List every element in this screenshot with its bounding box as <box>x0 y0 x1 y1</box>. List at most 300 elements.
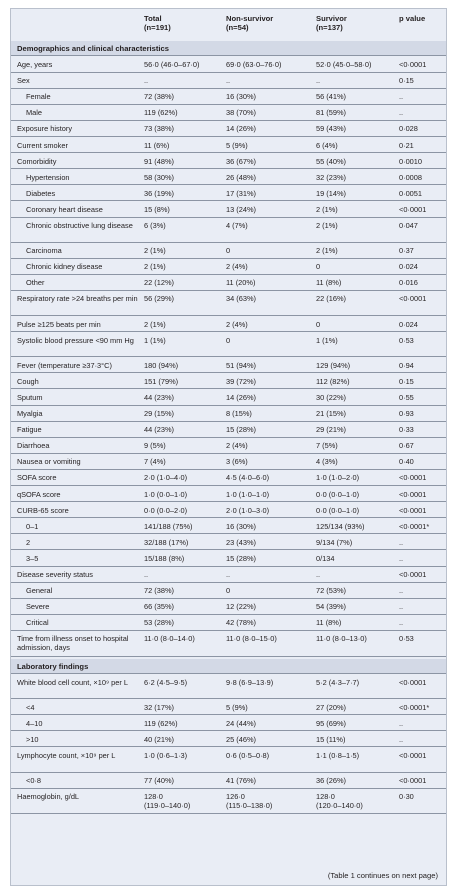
cell-p-value: 0·0051 <box>399 188 423 198</box>
cell-p-value: .. <box>399 734 404 744</box>
cell-p-value: .. <box>399 618 404 628</box>
cell-p-value: 0·53 <box>399 335 414 345</box>
table-row <box>11 221 446 239</box>
rule-line <box>11 184 446 185</box>
table-row <box>11 618 446 627</box>
cell-survivor: 0 <box>316 262 321 272</box>
rule-line <box>11 242 446 243</box>
table-row <box>11 538 446 547</box>
cell-non-survivor: 1·0 (1·0–1·0) <box>226 489 270 499</box>
table-row <box>11 278 446 287</box>
cell-total: .. <box>144 570 149 579</box>
cell-total: 1 (1%) <box>144 335 166 345</box>
rule-line <box>11 566 446 567</box>
cell-label: 3–5 <box>26 553 39 563</box>
cell-p-value: 0·93 <box>399 409 414 418</box>
cell-p-value: 0·15 <box>399 376 414 386</box>
cell-non-survivor: 13 (24%) <box>226 204 256 214</box>
rule-line <box>11 72 446 73</box>
table-row <box>11 157 446 166</box>
cell-survivor: 4 (3%) <box>316 457 338 467</box>
cell-label: Sputum <box>17 392 43 402</box>
cell-non-survivor: 11·0 (8·0–15·0) <box>226 634 277 644</box>
cell-total: 40 (21%) <box>144 734 174 744</box>
cell-survivor: 15 (11%) <box>316 734 346 744</box>
rule-line <box>11 55 446 56</box>
table-row <box>11 320 446 329</box>
rule-line <box>11 88 446 89</box>
cell-p-value: <0·0001 <box>399 750 427 760</box>
cell-total: 32/188 (17%) <box>144 537 189 547</box>
cell-survivor: 112 (82%) <box>316 376 350 386</box>
cell-total: 11 (6%) <box>144 140 170 150</box>
cell-survivor: 27 (20%) <box>316 702 346 712</box>
cell-label: Chronic obstructive lung disease <box>26 221 133 230</box>
cell-non-survivor: 23 (43%) <box>226 537 256 547</box>
cell-non-survivor: 126·0 (115·0–138·0) <box>226 792 273 811</box>
table-row <box>11 602 446 611</box>
cell-total: 32 (17%) <box>144 702 174 712</box>
cell-label: Lymphocyte count, ×10⁹ per L <box>17 750 116 760</box>
cell-survivor: 5·2 (4·3–7·7) <box>316 677 360 687</box>
table-row <box>11 678 446 696</box>
cell-survivor: 29 (21%) <box>316 425 346 435</box>
rule-line <box>11 549 446 550</box>
rule-line <box>11 501 446 502</box>
cell-total: 11·0 (8·0–14·0) <box>144 634 195 644</box>
cell-total: 44 (23%) <box>144 425 174 435</box>
cell-p-value: <0·0001 <box>399 776 427 785</box>
cell-label: Exposure history <box>17 124 73 134</box>
cell-total: 6·2 (4·5–9·5) <box>144 677 188 687</box>
cell-total: 2 (1%) <box>144 319 166 329</box>
rule-line <box>11 315 446 316</box>
cell-p-value: 0·024 <box>399 262 418 272</box>
cell-non-survivor: .. <box>226 76 231 86</box>
cell-total: 0·0 (0·0–2·0) <box>144 505 188 515</box>
cell-total: 15/188 (8%) <box>144 553 185 563</box>
cell-total: 7 (4%) <box>144 457 166 467</box>
cell-total: 2·0 (1·0–4·0) <box>144 473 188 483</box>
rule-line <box>11 673 446 674</box>
rule-line <box>11 120 446 121</box>
cell-label: Current smoker <box>17 140 68 150</box>
table-row <box>11 173 446 182</box>
cell-p-value: 0·53 <box>399 634 414 644</box>
clinical-characteristics-table <box>10 8 447 886</box>
cell-total: 91 (48%) <box>144 156 174 166</box>
cell-label: White blood cell count, ×10⁹ per L <box>17 677 129 687</box>
cell-total: 1·0 (0·6–1·3) <box>144 750 188 760</box>
table-row <box>11 751 446 769</box>
cell-non-survivor: 4 (7%) <box>226 221 248 230</box>
table-row <box>11 490 446 499</box>
cell-p-value: .. <box>399 537 404 547</box>
cell-label: Systolic blood pressure <90 mm Hg <box>17 335 134 345</box>
table-row <box>11 409 446 418</box>
cell-survivor: 128·0 (120·0–140·0) <box>316 792 363 811</box>
cell-label: Coronary heart disease <box>26 204 103 214</box>
cell-non-survivor: 51 (94%) <box>226 360 256 370</box>
cell-p-value: 0·30 <box>399 792 414 802</box>
cell-survivor: 125/134 (93%) <box>316 521 365 531</box>
cell-survivor: 59 (43%) <box>316 124 346 134</box>
cell-p-value: 0·024 <box>399 319 418 329</box>
cell-total: 72 (38%) <box>144 586 174 596</box>
cell-survivor: 11 (8%) <box>316 278 342 288</box>
cell-label: Myalgia <box>17 409 43 418</box>
rule-line <box>11 517 446 518</box>
cell-survivor: 9/134 (7%) <box>316 537 353 547</box>
cell-label: Carcinoma <box>26 246 62 256</box>
cell-survivor: 32 (23%) <box>316 172 346 182</box>
cell-p-value: 0·33 <box>399 425 414 435</box>
cell-p-value: .. <box>399 553 404 563</box>
table-row <box>11 108 446 117</box>
cell-p-value: <0·0001 <box>399 505 427 515</box>
cell-non-survivor: 16 (30%) <box>226 521 256 531</box>
cell-total: 73 (38%) <box>144 124 174 134</box>
rule-line <box>11 152 446 153</box>
cell-total: 1·0 (0·0–1·0) <box>144 489 188 499</box>
table-row <box>11 634 446 652</box>
cell-non-survivor: 2·0 (1·0–3·0) <box>226 505 270 515</box>
cell-p-value: <0·0001 <box>399 489 427 499</box>
rule-line <box>11 813 446 814</box>
cell-non-survivor: 2 (4%) <box>226 262 248 272</box>
cell-total: 141/188 (75%) <box>144 521 193 531</box>
cell-total: 53 (28%) <box>144 618 174 628</box>
table-row <box>11 205 446 214</box>
cell-survivor: 54 (39%) <box>316 602 346 612</box>
rule-line <box>11 730 446 731</box>
cell-p-value: <0·0001* <box>399 521 430 531</box>
cell-label: General <box>26 586 53 596</box>
rule-line <box>11 200 446 201</box>
cell-non-survivor: 4·5 (4·0–6·0) <box>226 473 270 483</box>
rule-line <box>11 788 446 789</box>
table-row <box>11 124 446 133</box>
cell-p-value: 0·21 <box>399 140 414 150</box>
cell-non-survivor: 14 (26%) <box>226 124 256 134</box>
cell-p-value: <0·0001 <box>399 204 427 214</box>
cell-label: Nausea or vomiting <box>17 457 81 467</box>
cell-non-survivor: 8 (15%) <box>226 409 252 418</box>
cell-p-value: <0·0001* <box>399 702 430 712</box>
rule-line <box>11 656 446 657</box>
cell-non-survivor: 38 (70%) <box>226 108 256 118</box>
rule-line <box>11 598 446 599</box>
cell-non-survivor: 0 <box>226 586 231 596</box>
rule-line <box>11 331 446 332</box>
cell-p-value: <0·0001 <box>399 60 427 69</box>
cell-survivor: 11·0 (8·0–13·0) <box>316 634 367 644</box>
cell-total: 22 (12%) <box>144 278 174 288</box>
rule-line <box>11 630 446 631</box>
rule-line <box>11 746 446 747</box>
cell-label: CURB-65 score <box>17 505 69 515</box>
table-row <box>11 441 446 450</box>
cell-total: 29 (15%) <box>144 409 174 418</box>
section-title: Demographics and clinical characteristics <box>17 44 169 53</box>
cell-survivor: 36 (26%) <box>316 776 346 785</box>
table-row <box>11 76 446 85</box>
table-row <box>11 141 446 150</box>
cell-total: 2 (1%) <box>144 246 166 256</box>
rule-line <box>11 421 446 422</box>
cell-p-value: 0·028 <box>399 124 418 134</box>
table-row <box>11 336 446 354</box>
cell-p-value: .. <box>399 108 404 118</box>
cell-survivor: 1·1 (0·8–1·5) <box>316 750 360 760</box>
cell-survivor: 2 (1%) <box>316 204 338 214</box>
cell-total: 58 (30%) <box>144 172 174 182</box>
cell-label: Diarrhoea <box>17 441 50 451</box>
table-row <box>11 262 446 271</box>
cell-p-value: <0·0001 <box>399 294 427 304</box>
cell-non-survivor: 34 (63%) <box>226 294 256 304</box>
rule-line <box>11 136 446 137</box>
table-header <box>11 14 446 38</box>
cell-label: >10 <box>26 734 39 744</box>
cell-p-value: <0·0001 <box>399 677 427 687</box>
cell-survivor: 30 (22%) <box>316 392 346 402</box>
rule-line <box>11 405 446 406</box>
cell-label: Chronic kidney disease <box>26 262 103 272</box>
cell-total: .. <box>144 76 149 86</box>
cell-survivor: 81 (59%) <box>316 108 346 118</box>
cell-non-survivor: 36 (67%) <box>226 156 256 166</box>
cell-label: Fever (temperature ≥37·3°C) <box>17 360 112 370</box>
cell-p-value: .. <box>399 718 404 728</box>
cell-total: 77 (40%) <box>144 776 174 785</box>
cell-p-value: 0·94 <box>399 360 414 370</box>
cell-survivor: 1·0 (1·0–2·0) <box>316 473 360 483</box>
cell-label: Pulse ≥125 beats per min <box>17 319 101 329</box>
rule-line <box>11 168 446 169</box>
cell-non-survivor: 17 (31%) <box>226 188 256 198</box>
cell-survivor: 2 (1%) <box>316 246 338 256</box>
table-row <box>11 703 446 712</box>
header-survivor: Survivor (n=137) <box>316 14 347 32</box>
cell-total: 119 (62%) <box>144 108 178 118</box>
table-row <box>11 361 446 370</box>
table-row <box>11 393 446 402</box>
cell-total: 15 (8%) <box>144 204 170 214</box>
cell-total: 44 (23%) <box>144 392 174 402</box>
cell-non-survivor: 15 (28%) <box>226 425 256 435</box>
table-row <box>11 425 446 434</box>
rule-line <box>11 258 446 259</box>
cell-non-survivor: 0·6 (0·5–0·8) <box>226 750 270 760</box>
section-heading <box>11 659 446 673</box>
cell-label: Male <box>26 108 43 118</box>
cell-survivor: 7 (5%) <box>316 441 338 451</box>
table-row <box>11 473 446 482</box>
cell-label: qSOFA score <box>17 489 61 499</box>
cell-total: 6 (3%) <box>144 221 166 230</box>
cell-p-value: 0·40 <box>399 457 414 467</box>
cell-survivor: 95 (69%) <box>316 718 346 728</box>
cell-survivor: 129 (94%) <box>316 360 351 370</box>
table-row <box>11 570 446 579</box>
cell-non-survivor: 5 (9%) <box>226 702 248 712</box>
cell-p-value: <0·0001 <box>399 570 427 579</box>
cell-non-survivor: 42 (78%) <box>226 618 256 628</box>
cell-total: 119 (62%) <box>144 718 178 728</box>
cell-non-survivor: 12 (22%) <box>226 602 256 612</box>
rule-line <box>11 274 446 275</box>
header-p-value: p value <box>399 14 426 23</box>
continuation-note: (Table 1 continues on next page) <box>327 871 438 880</box>
cell-survivor: 22 (16%) <box>316 294 346 304</box>
cell-survivor: 55 (40%) <box>316 156 346 166</box>
cell-total: 151 (79%) <box>144 376 179 386</box>
table-row <box>11 506 446 515</box>
cell-p-value: 0·0008 <box>399 172 423 182</box>
cell-non-survivor: 26 (48%) <box>226 172 256 182</box>
cell-survivor: 1 (1%) <box>316 335 338 345</box>
cell-label: 4–10 <box>26 718 43 728</box>
cell-label: Critical <box>26 618 49 628</box>
rule-line <box>11 437 446 438</box>
cell-p-value: 0·55 <box>399 392 414 402</box>
cell-non-survivor: 14 (26%) <box>226 392 256 402</box>
rule-line <box>11 104 446 105</box>
cell-label: Time from illness onset to hospital admission, days <box>17 634 129 653</box>
cell-total: 180 (94%) <box>144 360 179 370</box>
rule-line <box>11 453 446 454</box>
table-row <box>11 776 446 785</box>
cell-non-survivor: 5 (9%) <box>226 140 248 150</box>
cell-label: Disease severity status <box>17 570 93 579</box>
cell-p-value: .. <box>399 602 404 612</box>
cell-non-survivor: 3 (6%) <box>226 457 248 467</box>
cell-non-survivor: 2 (4%) <box>226 441 248 451</box>
cell-non-survivor: 24 (44%) <box>226 718 256 728</box>
table-row <box>11 60 446 69</box>
cell-total: 9 (5%) <box>144 441 166 451</box>
header-total: Total (n=191) <box>144 14 171 32</box>
cell-total: 56·0 (46·0–67·0) <box>144 60 200 69</box>
rule-line <box>11 356 446 357</box>
table-row <box>11 294 446 312</box>
cell-label: Diabetes <box>26 188 56 198</box>
table-row <box>11 792 446 810</box>
cell-label: Haemoglobin, g/dL <box>17 792 80 802</box>
rule-line <box>11 388 446 389</box>
cell-survivor: 0 <box>316 319 321 329</box>
table-row <box>11 189 446 198</box>
cell-non-survivor: 15 (28%) <box>226 553 256 563</box>
cell-label: Respiratory rate >24 breaths per min <box>17 294 138 304</box>
section-title: Laboratory findings <box>17 661 89 671</box>
cell-label: 0–1 <box>26 521 39 531</box>
rule-line <box>11 714 446 715</box>
rule-line <box>11 469 446 470</box>
rule-line <box>11 485 446 486</box>
cell-survivor: 6 (4%) <box>316 140 338 150</box>
cell-survivor: 0/134 <box>316 553 335 563</box>
cell-p-value: 0·15 <box>399 76 414 86</box>
cell-non-survivor: 69·0 (63·0–76·0) <box>226 60 282 69</box>
cell-p-value: <0·0001 <box>399 473 427 483</box>
cell-non-survivor: 25 (46%) <box>226 734 256 744</box>
cell-total: 56 (29%) <box>144 294 174 304</box>
cell-label: Female <box>26 92 51 102</box>
header-non-survivor: Non-survivor (n=54) <box>226 14 274 32</box>
table-row <box>11 554 446 563</box>
table-row <box>11 246 446 255</box>
rule-line <box>11 582 446 583</box>
cell-label: <4 <box>26 702 35 712</box>
table-row <box>11 377 446 386</box>
cell-survivor: 21 (15%) <box>316 409 346 418</box>
cell-survivor: 19 (14%) <box>316 188 346 198</box>
cell-survivor: 11 (8%) <box>316 618 342 628</box>
cell-survivor: .. <box>316 570 321 579</box>
cell-total: 72 (38%) <box>144 92 174 102</box>
cell-non-survivor: 41 (76%) <box>226 776 256 785</box>
cell-total: 66 (35%) <box>144 602 174 612</box>
cell-non-survivor: .. <box>226 570 231 579</box>
cell-p-value: 0·0010 <box>399 156 423 166</box>
cell-label: Age, years <box>17 60 53 69</box>
table-row <box>11 522 446 531</box>
cell-non-survivor: 0 <box>226 335 231 345</box>
rule-line <box>11 372 446 373</box>
cell-label: Cough <box>17 376 39 386</box>
cell-label: Other <box>26 278 45 288</box>
cell-label: Severe <box>26 602 50 612</box>
cell-p-value: 0·37 <box>399 246 414 256</box>
rule-line <box>11 217 446 218</box>
table-row <box>11 457 446 466</box>
cell-p-value: .. <box>399 92 404 102</box>
rule-line <box>11 290 446 291</box>
rule-line <box>11 533 446 534</box>
rule-line <box>11 772 446 773</box>
rule-line <box>11 614 446 615</box>
cell-non-survivor: 39 (72%) <box>226 376 256 386</box>
cell-non-survivor: 2 (4%) <box>226 319 248 329</box>
cell-p-value: .. <box>399 586 404 596</box>
cell-label: Sex <box>17 76 30 86</box>
cell-p-value: 0·047 <box>399 221 418 230</box>
cell-total: 2 (1%) <box>144 262 166 272</box>
cell-non-survivor: 16 (30%) <box>226 92 256 102</box>
section-heading <box>11 41 446 55</box>
table-row <box>11 92 446 101</box>
cell-total: 36 (19%) <box>144 188 174 198</box>
cell-label: Hypertension <box>26 172 70 182</box>
table-row <box>11 586 446 595</box>
cell-label: Fatigue <box>17 425 42 435</box>
rule-line <box>11 698 446 699</box>
cell-survivor: 0·0 (0·0–1·0) <box>316 505 360 515</box>
cell-survivor: 2 (1%) <box>316 221 338 230</box>
cell-survivor: .. <box>316 76 321 86</box>
cell-survivor: 56 (41%) <box>316 92 346 102</box>
cell-non-survivor: 0 <box>226 246 231 256</box>
cell-survivor: 52·0 (45·0–58·0) <box>316 60 372 69</box>
cell-total: 128·0 (119·0–140·0) <box>144 792 191 811</box>
cell-non-survivor: 11 (20%) <box>226 278 256 288</box>
cell-non-survivor: 9·8 (6·9–13·9) <box>226 677 274 687</box>
cell-label: Comorbidity <box>17 156 57 166</box>
cell-survivor: 72 (53%) <box>316 586 346 596</box>
cell-label: <0·8 <box>26 776 41 785</box>
